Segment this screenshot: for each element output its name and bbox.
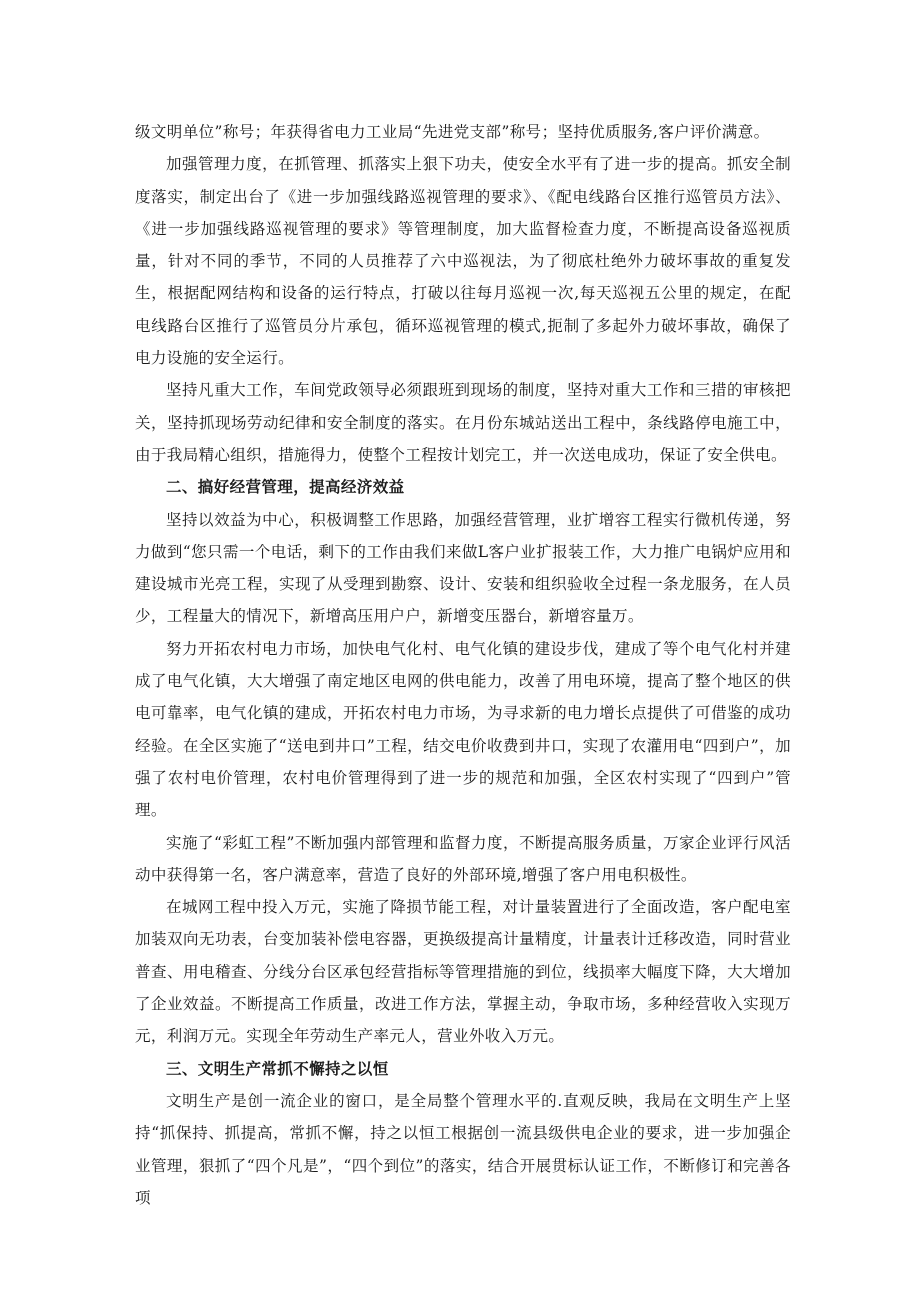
section-heading-3: 三、文明生产常抓不懈持之以恒 xyxy=(166,1058,389,1078)
document-body xyxy=(135,116,791,1214)
paragraph-4: 坚持以效益为中心，积极调整工作思路，加强经营管理，业扩增容工程实行微机传递，努力做到“您只需一个电话，剩下的工作由我们来做L客户业扩报装工作，大力推广电锅炉应用和建设城市光亮工程，实现了从受理到勘察、设计、安装和组织验收全过程一条龙服务，在人员少，工程量大的情况下，新增高压用户户，新增变压器台，新增容量万。 xyxy=(135,510,791,626)
paragraph-6: 实施了“彩虹工程”不断加强内部管理和监督力度，不断提高服务质量，万家企业评行风活动中获得第一名，客户满意率，营造了良好的外部环境,增强了客户用电积极性。 xyxy=(135,833,791,884)
paragraph-2: 加强管理力度，在抓管理、抓落实上狠下功夫，使安全水平有了进一步的提高。抓安全制度落实，制定出台了《进一步加强线路巡视管理的要求》、《配电线路台区推行巡管员方法》、《进一步加强线路巡视管理的要求》等管理制度，加大监督检查力度，不断提高设备巡视质量，针对不同的季节，不同的人员推荐了六中巡视法，为了彻底杜绝外力破坏事故的重复发生，根据配网结构和设备的运行特点，打破以往每月巡视一次,每天巡视五公里的规定，在配电线路台区推行了巡管员分片承包，循环巡视管理的模式,扼制了多起外力破坏事故，确保了电力设施的安全运行。 xyxy=(135,155,791,368)
section-heading-2: 二、搞好经营管理，提高经济效益 xyxy=(166,477,405,497)
paragraph-1: 级文明单位”称号；年获得省电力工业局“先进党支部”称号；坚持优质服务,客户评价满意。 xyxy=(135,123,770,141)
paragraph-5: 努力开拓农村电力市场，加快电气化村、电气化镇的建设步伐，建成了等个电气化村并建成了电气化镇，大大增强了南定地区电网的供电能力，改善了用电环境，提高了整个地区的供电可靠率，电气化镇的建成，开拓农村电力市场，为寻求新的电力增长点提供了可借鉴的成功经验。在全区实施了“送电到井口”工程，结交电价收费到井口，实现了农灌用电“四到户”，加强了农村电价管理，农村电价管理得到了进一步的规范和加强，全区农村实现了“四到户”管理。 xyxy=(135,639,791,820)
paragraph-7: 在城网工程中投入万元，实施了降损节能工程，对计量装置进行了全面改造，客户配电室加装双向无功表，台变加装补偿电容器，更换级提高计量精度，计量表计迁移改造，同时营业普查、用电稽查、分线分台区承包经营指标等管理措施的到位，线损率大幅度下降，大大增加了企业效益。不断提高工作质量，改进工作方法，掌握主动，争取市场，多种经营收入实现万元，利润万元。实现全年劳动生产率元人，营业外收入万元。 xyxy=(135,898,791,1046)
paragraph-8: 文明生产是创一流企业的窗口，是全局整个管理水平的.直观反映，我局在文明生产上坚持“抓保持、抓提高，常抓不懈，持之以恒工根据创一流县级供电企业的要求，进一步加强企业管理，狠抓了“四个凡是”，“四个到位”的落实，结合开展贯标认证工作，不断修订和完善各项 xyxy=(135,1091,791,1207)
paragraph-3: 坚持凡重大工作，车间党政领导必须跟班到现场的制度，坚持对重大工作和三措的审核把关，坚持抓现场劳动纪律和安全制度的落实。在月份东城站送出工程中，条线路停电施工中，由于我局精心组织，措施得力，使整个工程按计划完工，并一次送电成功，保证了安全供电。 xyxy=(135,381,791,464)
